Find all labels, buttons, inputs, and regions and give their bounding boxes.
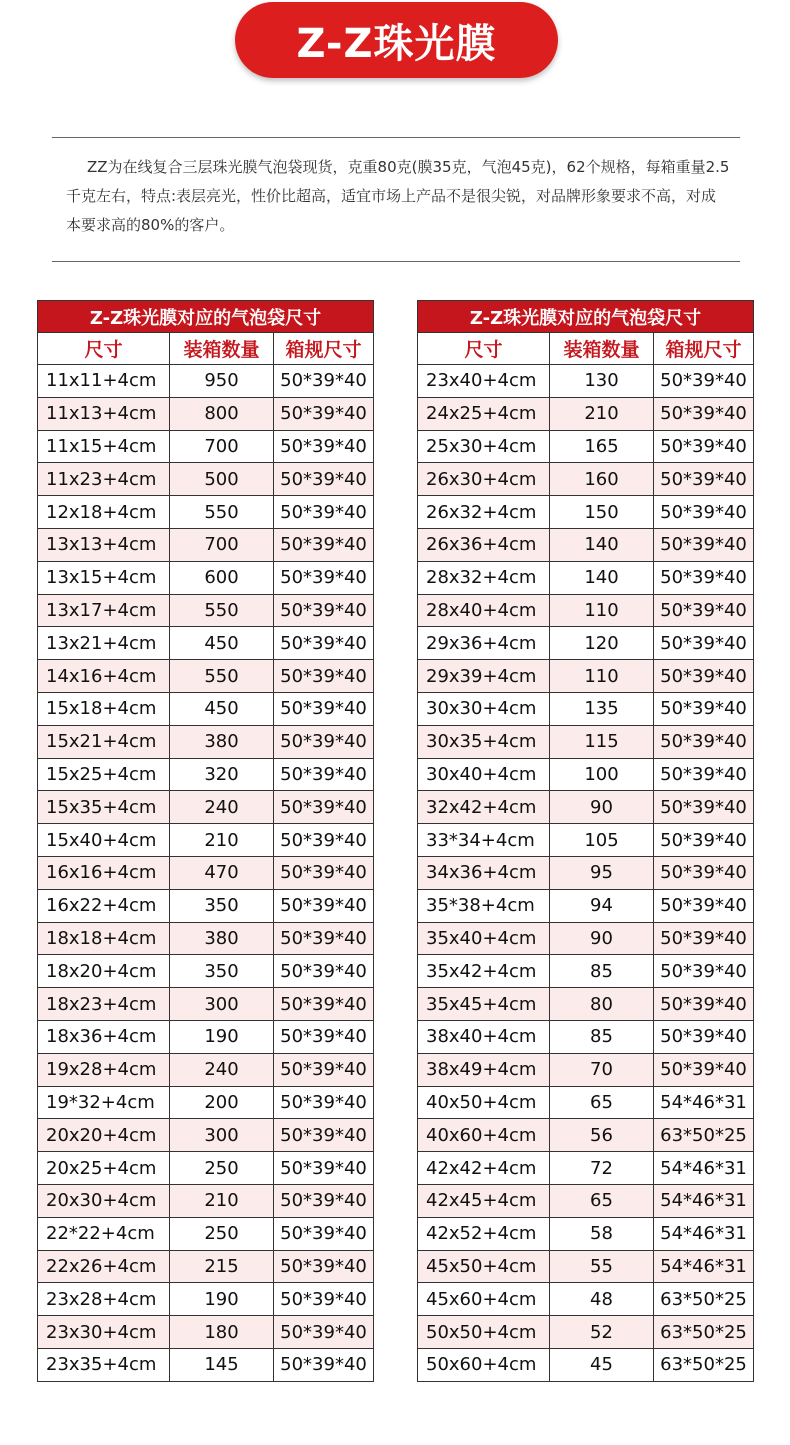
cell-carton-size: 50*39*40 [274, 725, 374, 758]
cell-quantity: 950 [170, 365, 274, 398]
cell-size: 13x15+4cm [38, 561, 170, 594]
cell-quantity: 300 [170, 988, 274, 1021]
column-header-carton: 箱规尺寸 [654, 333, 754, 365]
cell-carton-size: 54*46*31 [654, 1184, 754, 1217]
cell-size: 42x42+4cm [418, 1152, 550, 1185]
cell-quantity: 550 [170, 594, 274, 627]
table-row [418, 397, 754, 430]
cell-size: 25x30+4cm [418, 430, 550, 463]
table-row [418, 496, 754, 529]
cell-carton-size: 50*39*40 [274, 660, 374, 693]
cell-carton-size: 50*39*40 [274, 1184, 374, 1217]
cell-size: 32x42+4cm [418, 791, 550, 824]
cell-quantity: 100 [550, 758, 654, 791]
cell-quantity: 215 [170, 1250, 274, 1283]
cell-quantity: 210 [170, 824, 274, 857]
table-row [38, 528, 374, 561]
cell-quantity: 160 [550, 463, 654, 496]
table-row [418, 594, 754, 627]
column-header-quantity: 装箱数量 [550, 333, 654, 365]
table-row [38, 365, 374, 398]
cell-carton-size: 50*39*40 [274, 1283, 374, 1316]
table-row [38, 1250, 374, 1283]
cell-size: 18x23+4cm [38, 988, 170, 1021]
table-row [418, 791, 754, 824]
table-row [38, 889, 374, 922]
table-row [418, 1184, 754, 1217]
cell-carton-size: 50*39*40 [654, 922, 754, 955]
cell-size: 18x20+4cm [38, 955, 170, 988]
cell-size: 20x20+4cm [38, 1119, 170, 1152]
cell-size: 11x11+4cm [38, 365, 170, 398]
cell-carton-size: 50*39*40 [654, 955, 754, 988]
cell-carton-size: 63*50*25 [654, 1348, 754, 1381]
cell-size: 23x35+4cm [38, 1348, 170, 1381]
table-row [418, 955, 754, 988]
cell-size: 38x40+4cm [418, 1020, 550, 1053]
cell-size: 28x40+4cm [418, 594, 550, 627]
table-row [418, 1283, 754, 1316]
cell-carton-size: 50*39*40 [654, 496, 754, 529]
cell-carton-size: 50*39*40 [274, 791, 374, 824]
cell-quantity: 190 [170, 1020, 274, 1053]
cell-quantity: 180 [170, 1316, 274, 1349]
cell-size: 42x52+4cm [418, 1217, 550, 1250]
cell-quantity: 200 [170, 1086, 274, 1119]
cell-quantity: 500 [170, 463, 274, 496]
table-row [418, 692, 754, 725]
cell-quantity: 550 [170, 496, 274, 529]
cell-size: 50x50+4cm [418, 1316, 550, 1349]
table-row [38, 1217, 374, 1250]
table-row [38, 430, 374, 463]
cell-size: 50x60+4cm [418, 1348, 550, 1381]
cell-carton-size: 50*39*40 [274, 988, 374, 1021]
cell-size: 16x22+4cm [38, 889, 170, 922]
table-row [418, 528, 754, 561]
cell-size: 35x42+4cm [418, 955, 550, 988]
column-header-carton: 箱规尺寸 [274, 333, 374, 365]
cell-carton-size: 50*39*40 [654, 889, 754, 922]
cell-quantity: 120 [550, 627, 654, 660]
cell-carton-size: 50*39*40 [274, 1348, 374, 1381]
cell-quantity: 600 [170, 561, 274, 594]
cell-size: 29x39+4cm [418, 660, 550, 693]
cell-quantity: 90 [550, 922, 654, 955]
cell-carton-size: 54*46*31 [654, 1152, 754, 1185]
cell-carton-size: 50*39*40 [274, 397, 374, 430]
cell-quantity: 450 [170, 627, 274, 660]
cell-quantity: 450 [170, 692, 274, 725]
cell-quantity: 95 [550, 856, 654, 889]
cell-quantity: 320 [170, 758, 274, 791]
cell-quantity: 250 [170, 1152, 274, 1185]
cell-size: 42x45+4cm [418, 1184, 550, 1217]
cell-size: 30x35+4cm [418, 725, 550, 758]
cell-carton-size: 50*39*40 [274, 1020, 374, 1053]
cell-size: 13x13+4cm [38, 528, 170, 561]
table-row [418, 561, 754, 594]
cell-quantity: 240 [170, 791, 274, 824]
size-table-left [37, 300, 374, 1382]
table-row [38, 1184, 374, 1217]
table-row [38, 824, 374, 857]
table-row [418, 725, 754, 758]
table-row [38, 758, 374, 791]
cell-size: 19x28+4cm [38, 1053, 170, 1086]
cell-carton-size: 54*46*31 [654, 1086, 754, 1119]
cell-size: 40x60+4cm [418, 1119, 550, 1152]
table-heading: Z-Z珠光膜对应的气泡袋尺寸 [418, 301, 754, 333]
cell-size: 15x21+4cm [38, 725, 170, 758]
cell-carton-size: 50*39*40 [654, 594, 754, 627]
table-row [38, 594, 374, 627]
cell-carton-size: 50*39*40 [274, 955, 374, 988]
cell-quantity: 58 [550, 1217, 654, 1250]
cell-quantity: 70 [550, 1053, 654, 1086]
cell-size: 12x18+4cm [38, 496, 170, 529]
cell-quantity: 115 [550, 725, 654, 758]
cell-quantity: 380 [170, 725, 274, 758]
cell-size: 45x60+4cm [418, 1283, 550, 1316]
cell-quantity: 110 [550, 660, 654, 693]
cell-quantity: 190 [170, 1283, 274, 1316]
table-row [38, 1348, 374, 1381]
table-row [418, 365, 754, 398]
cell-carton-size: 63*50*25 [654, 1316, 754, 1349]
cell-quantity: 90 [550, 791, 654, 824]
cell-carton-size: 50*39*40 [654, 692, 754, 725]
cell-quantity: 52 [550, 1316, 654, 1349]
cell-carton-size: 50*39*40 [274, 758, 374, 791]
table-row [38, 627, 374, 660]
cell-quantity: 48 [550, 1283, 654, 1316]
cell-size: 13x21+4cm [38, 627, 170, 660]
table-row [38, 1053, 374, 1086]
table-heading: Z-Z珠光膜对应的气泡袋尺寸 [38, 301, 374, 333]
intro-paragraph: ZZ为在线复合三层珠光膜气泡袋现货，克重80克(膜35克，气泡45克)，62个规格，每箱重量2.5千克左右，特点:表层亮光，性价比超高，适宜市场上产品不是很尖锐，对品牌形象要求不高，对成本要求高的80%的客户。 [66, 158, 730, 234]
cell-size: 30x30+4cm [418, 692, 550, 725]
cell-size: 28x32+4cm [418, 561, 550, 594]
cell-size: 35x40+4cm [418, 922, 550, 955]
cell-quantity: 72 [550, 1152, 654, 1185]
cell-carton-size: 50*39*40 [654, 627, 754, 660]
cell-carton-size: 50*39*40 [274, 496, 374, 529]
cell-carton-size: 50*39*40 [274, 528, 374, 561]
table-row [38, 791, 374, 824]
cell-carton-size: 50*39*40 [274, 1119, 374, 1152]
cell-quantity: 140 [550, 561, 654, 594]
cell-size: 23x28+4cm [38, 1283, 170, 1316]
cell-carton-size: 50*39*40 [274, 1217, 374, 1250]
cell-quantity: 105 [550, 824, 654, 857]
cell-size: 15x35+4cm [38, 791, 170, 824]
cell-size: 35x45+4cm [418, 988, 550, 1021]
cell-quantity: 45 [550, 1348, 654, 1381]
table-row [418, 1316, 754, 1349]
cell-quantity: 85 [550, 1020, 654, 1053]
cell-quantity: 700 [170, 528, 274, 561]
cell-size: 18x36+4cm [38, 1020, 170, 1053]
cell-carton-size: 54*46*31 [654, 1217, 754, 1250]
table-row [38, 988, 374, 1021]
cell-size: 20x30+4cm [38, 1184, 170, 1217]
cell-carton-size: 50*39*40 [274, 922, 374, 955]
cell-size: 14x16+4cm [38, 660, 170, 693]
cell-carton-size: 50*39*40 [654, 430, 754, 463]
cell-carton-size: 50*39*40 [274, 856, 374, 889]
cell-quantity: 145 [170, 1348, 274, 1381]
table-row [38, 496, 374, 529]
table-row [418, 889, 754, 922]
table-row [38, 463, 374, 496]
cell-carton-size: 50*39*40 [274, 627, 374, 660]
cell-size: 38x49+4cm [418, 1053, 550, 1086]
cell-size: 23x40+4cm [418, 365, 550, 398]
cell-size: 26x36+4cm [418, 528, 550, 561]
table-row [38, 397, 374, 430]
table-row [418, 1020, 754, 1053]
cell-quantity: 350 [170, 955, 274, 988]
cell-quantity: 140 [550, 528, 654, 561]
cell-size: 15x25+4cm [38, 758, 170, 791]
cell-size: 34x36+4cm [418, 856, 550, 889]
cell-size: 45x50+4cm [418, 1250, 550, 1283]
cell-carton-size: 50*39*40 [654, 1020, 754, 1053]
cell-carton-size: 50*39*40 [654, 561, 754, 594]
cell-quantity: 700 [170, 430, 274, 463]
cell-quantity: 300 [170, 1119, 274, 1152]
cell-carton-size: 50*39*40 [274, 1250, 374, 1283]
table-row [38, 1086, 374, 1119]
table-row [418, 1217, 754, 1250]
cell-quantity: 65 [550, 1086, 654, 1119]
cell-size: 18x18+4cm [38, 922, 170, 955]
table-row [418, 627, 754, 660]
cell-carton-size: 50*39*40 [274, 824, 374, 857]
cell-size: 15x18+4cm [38, 692, 170, 725]
cell-size: 35*38+4cm [418, 889, 550, 922]
cell-carton-size: 50*39*40 [274, 594, 374, 627]
divider-bottom [52, 261, 740, 262]
cell-carton-size: 50*39*40 [274, 365, 374, 398]
cell-quantity: 56 [550, 1119, 654, 1152]
cell-quantity: 135 [550, 692, 654, 725]
cell-size: 11x13+4cm [38, 397, 170, 430]
cell-carton-size: 50*39*40 [654, 397, 754, 430]
cell-carton-size: 50*39*40 [654, 791, 754, 824]
cell-carton-size: 50*39*40 [654, 1053, 754, 1086]
cell-quantity: 110 [550, 594, 654, 627]
cell-quantity: 550 [170, 660, 274, 693]
table-row [418, 463, 754, 496]
table-row [38, 1020, 374, 1053]
table-row [418, 1086, 754, 1119]
cell-size: 15x40+4cm [38, 824, 170, 857]
cell-carton-size: 50*39*40 [274, 463, 374, 496]
cell-carton-size: 50*39*40 [654, 824, 754, 857]
cell-size: 13x17+4cm [38, 594, 170, 627]
cell-carton-size: 50*39*40 [654, 988, 754, 1021]
cell-quantity: 55 [550, 1250, 654, 1283]
cell-size: 22x26+4cm [38, 1250, 170, 1283]
table-row [38, 692, 374, 725]
table-row [38, 856, 374, 889]
table-row [38, 561, 374, 594]
cell-carton-size: 50*39*40 [274, 1316, 374, 1349]
cell-size: 23x30+4cm [38, 1316, 170, 1349]
cell-carton-size: 50*39*40 [274, 561, 374, 594]
table-row [38, 1316, 374, 1349]
table-row [38, 955, 374, 988]
cell-carton-size: 54*46*31 [654, 1250, 754, 1283]
cell-quantity: 85 [550, 955, 654, 988]
cell-carton-size: 63*50*25 [654, 1283, 754, 1316]
cell-quantity: 130 [550, 365, 654, 398]
cell-quantity: 94 [550, 889, 654, 922]
cell-quantity: 65 [550, 1184, 654, 1217]
cell-carton-size: 50*39*40 [274, 430, 374, 463]
table-row [38, 725, 374, 758]
cell-carton-size: 50*39*40 [274, 1053, 374, 1086]
table-row [418, 660, 754, 693]
table-row [418, 1348, 754, 1381]
column-header-size: 尺寸 [38, 333, 170, 365]
table-row [418, 1250, 754, 1283]
cell-quantity: 165 [550, 430, 654, 463]
cell-carton-size: 50*39*40 [274, 889, 374, 922]
table-row [38, 1119, 374, 1152]
cell-carton-size: 50*39*40 [654, 463, 754, 496]
cell-quantity: 470 [170, 856, 274, 889]
table-row [418, 922, 754, 955]
cell-carton-size: 50*39*40 [654, 725, 754, 758]
column-header-quantity: 装箱数量 [170, 333, 274, 365]
cell-size: 30x40+4cm [418, 758, 550, 791]
cell-carton-size: 50*39*40 [654, 660, 754, 693]
cell-quantity: 210 [550, 397, 654, 430]
table-row [38, 660, 374, 693]
cell-quantity: 150 [550, 496, 654, 529]
table-row [418, 988, 754, 1021]
cell-size: 40x50+4cm [418, 1086, 550, 1119]
cell-quantity: 210 [170, 1184, 274, 1217]
table-row [38, 1152, 374, 1185]
table-row [38, 922, 374, 955]
cell-size: 26x32+4cm [418, 496, 550, 529]
table-row [418, 758, 754, 791]
table-row [418, 430, 754, 463]
cell-size: 26x30+4cm [418, 463, 550, 496]
cell-size: 19*32+4cm [38, 1086, 170, 1119]
column-header-size: 尺寸 [418, 333, 550, 365]
table-row [38, 1283, 374, 1316]
table-row [418, 856, 754, 889]
table-row [418, 1053, 754, 1086]
cell-quantity: 380 [170, 922, 274, 955]
cell-size: 29x36+4cm [418, 627, 550, 660]
cell-carton-size: 50*39*40 [654, 365, 754, 398]
cell-carton-size: 50*39*40 [274, 692, 374, 725]
cell-size: 33*34+4cm [418, 824, 550, 857]
cell-quantity: 800 [170, 397, 274, 430]
cell-carton-size: 50*39*40 [274, 1152, 374, 1185]
table-row [418, 1119, 754, 1152]
size-table-right [417, 300, 754, 1382]
cell-carton-size: 50*39*40 [274, 1086, 374, 1119]
cell-carton-size: 50*39*40 [654, 528, 754, 561]
cell-size: 20x25+4cm [38, 1152, 170, 1185]
table-row [418, 1152, 754, 1185]
divider-top [52, 137, 740, 138]
page-title: Z-Z珠光膜 [235, 2, 558, 78]
table-row [418, 824, 754, 857]
cell-quantity: 250 [170, 1217, 274, 1250]
cell-quantity: 80 [550, 988, 654, 1021]
cell-size: 11x15+4cm [38, 430, 170, 463]
cell-size: 11x23+4cm [38, 463, 170, 496]
cell-carton-size: 50*39*40 [654, 758, 754, 791]
cell-quantity: 350 [170, 889, 274, 922]
cell-carton-size: 50*39*40 [654, 856, 754, 889]
cell-carton-size: 63*50*25 [654, 1119, 754, 1152]
cell-quantity: 240 [170, 1053, 274, 1086]
cell-size: 24x25+4cm [418, 397, 550, 430]
cell-size: 22*22+4cm [38, 1217, 170, 1250]
cell-size: 16x16+4cm [38, 856, 170, 889]
